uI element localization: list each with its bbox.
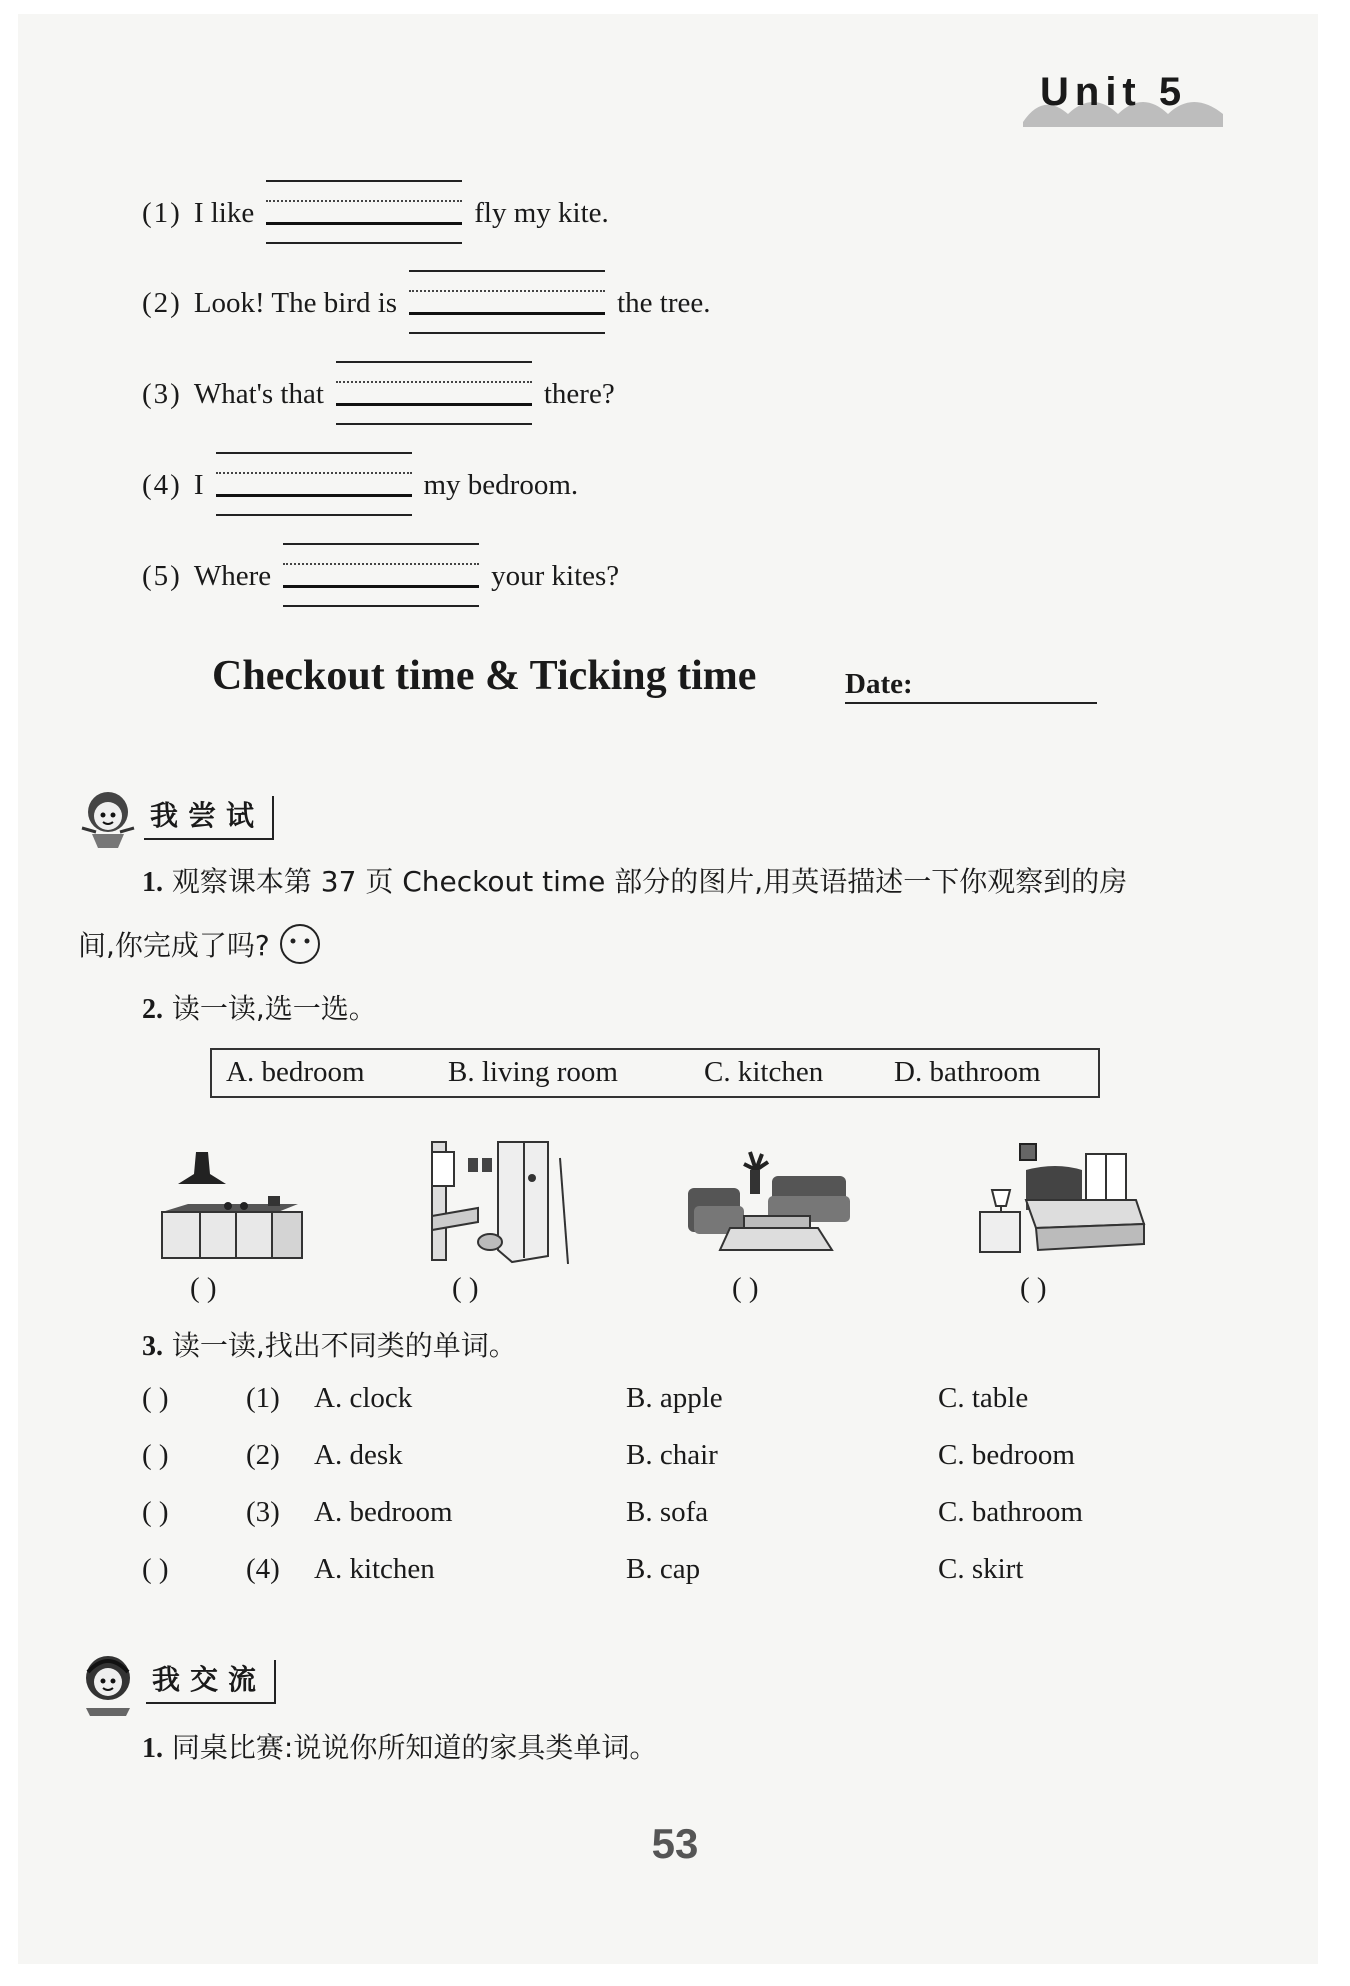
answer-paren[interactable]: ( )	[142, 1553, 169, 1585]
question-text: 读一读,选一选。	[171, 992, 377, 1025]
sentence-end: there?	[543, 377, 615, 410]
sentence-start: I	[193, 468, 204, 501]
option-b: B. apple	[626, 1382, 723, 1414]
option-b: B. chair	[626, 1439, 718, 1471]
odd-one-out-row-1	[142, 1382, 1142, 1422]
page-number: 53	[651, 1820, 699, 1867]
option-a: A. desk	[314, 1439, 403, 1471]
question-number: 1.	[142, 867, 163, 898]
option-c: C. bedroom	[938, 1439, 1075, 1471]
question-1-line-2	[78, 922, 322, 966]
four-line-blank[interactable]	[266, 180, 462, 246]
option-c: C. skirt	[938, 1553, 1024, 1585]
item-number: (2)	[246, 1439, 280, 1471]
answer-blank-4[interactable]: ( )	[1020, 1272, 1047, 1304]
item-number: (3)	[142, 377, 182, 410]
question-number: 1.	[142, 1733, 163, 1764]
answer-paren[interactable]: ( )	[142, 1439, 169, 1471]
share-question-1	[142, 1726, 657, 1766]
cartoon-girl-icon	[72, 782, 144, 854]
option-a: A. clock	[314, 1382, 413, 1414]
fill-in-row-2	[142, 270, 710, 336]
bedroom-picture-icon	[976, 1140, 1146, 1262]
odd-one-out-row-4	[142, 1553, 1142, 1593]
item-number: (4)	[142, 468, 182, 501]
choice-c: C. kitchen	[704, 1056, 824, 1088]
unit-title: Unit 5	[1040, 70, 1188, 114]
choice-d: D. bathroom	[894, 1056, 1041, 1088]
sentence-start: Look! The bird is	[193, 286, 398, 319]
answer-blank-3[interactable]: ( )	[732, 1272, 759, 1304]
four-line-blank[interactable]	[216, 452, 412, 518]
sentence-start: I like	[193, 196, 255, 229]
item-number: (4)	[246, 1553, 280, 1585]
item-number: (3)	[246, 1496, 280, 1528]
sentence-end: your kites?	[491, 559, 620, 592]
option-c: C. bathroom	[938, 1496, 1083, 1528]
sentence-end: my bedroom.	[423, 468, 579, 501]
question-text: 观察课本第 37 页 Checkout time 部分的图片,用英语描述一下你观察到的房	[171, 865, 1128, 898]
four-line-blank[interactable]	[336, 361, 532, 427]
odd-one-out-row-3	[142, 1496, 1142, 1536]
four-line-blank[interactable]	[409, 270, 605, 336]
choice-b: B. living room	[448, 1056, 618, 1088]
question-number: 2.	[142, 994, 163, 1025]
option-a: A. bedroom	[314, 1496, 453, 1528]
date-input-line[interactable]	[845, 702, 1097, 704]
fill-in-row-1	[142, 180, 609, 246]
answer-blank-2[interactable]: ( )	[452, 1272, 479, 1304]
sentence-start: What's that	[193, 377, 324, 410]
option-a: A. kitchen	[314, 1553, 435, 1585]
answer-blank-1[interactable]: ( )	[190, 1272, 217, 1304]
fill-in-row-5	[142, 543, 619, 609]
answer-paren[interactable]: ( )	[142, 1496, 169, 1528]
sentence-start: Where	[193, 559, 272, 592]
try-section-heading	[72, 782, 274, 854]
fill-in-row-4	[142, 452, 578, 518]
question-text: 读一读,找出不同类的单词。	[171, 1329, 517, 1362]
smiley-face-icon[interactable]	[278, 922, 322, 966]
item-number: (5)	[142, 559, 182, 592]
fill-in-row-3	[142, 361, 615, 427]
cartoon-boy-icon	[74, 1646, 146, 1718]
option-c: C. table	[938, 1382, 1029, 1414]
share-section-label: 我交流	[146, 1660, 276, 1704]
question-number: 3.	[142, 1331, 163, 1362]
try-section-label: 我尝试	[144, 796, 274, 840]
sentence-end: the tree.	[617, 286, 711, 319]
date-label: Date:	[845, 668, 913, 700]
option-b: B. cap	[626, 1553, 701, 1585]
share-section-heading	[74, 1646, 276, 1718]
sentence-end: fly my kite.	[474, 196, 609, 229]
bathroom-picture-icon	[428, 1138, 570, 1264]
question-3	[142, 1324, 517, 1364]
item-number: (1)	[142, 196, 182, 229]
kitchen-picture-icon	[158, 1150, 304, 1262]
option-b: B. sofa	[626, 1496, 709, 1528]
choice-box	[210, 1048, 1100, 1098]
odd-one-out-row-2	[142, 1439, 1142, 1479]
item-number: (2)	[142, 286, 182, 319]
question-1-line-1	[142, 860, 1127, 900]
four-line-blank[interactable]	[283, 543, 479, 609]
section-title: Checkout time & Ticking time	[212, 653, 757, 699]
question-text: 间,你完成了吗?	[78, 929, 270, 962]
question-2	[142, 987, 377, 1027]
choice-a: A. bedroom	[226, 1056, 365, 1088]
item-number: (1)	[246, 1382, 280, 1414]
question-text: 同桌比赛:说说你所知道的家具类单词。	[171, 1731, 658, 1764]
answer-paren[interactable]: ( )	[142, 1382, 169, 1414]
living-room-picture-icon	[686, 1150, 854, 1262]
